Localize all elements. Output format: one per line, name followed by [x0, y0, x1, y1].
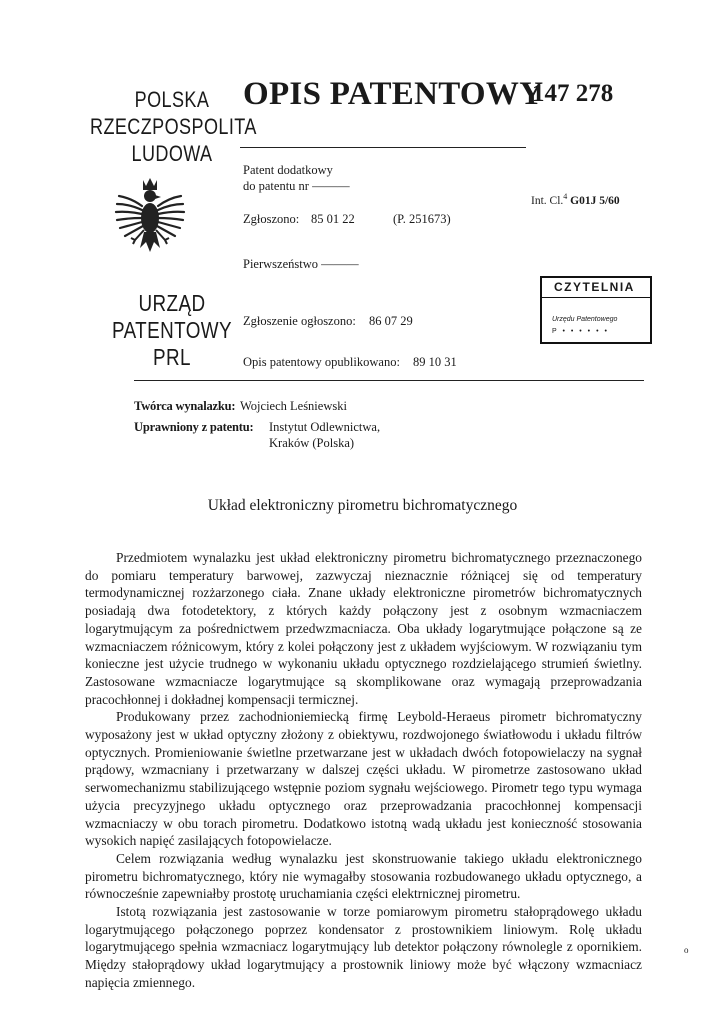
holder-label: Uprawniony z patentu: — [134, 420, 254, 434]
reading-room-stamp — [540, 276, 652, 344]
filing-label: Zgłoszono: — [243, 212, 300, 226]
priority-field: Pierwszeństwo ——— — [243, 257, 359, 271]
paragraph: Istotą rozwiązania jest zastosowanie w torze pomiarowym pirometru stałoprądowego układu logarytmującego połączonego poprzez kondensator z prostownikiem liniowym. Rolę układu logarytmującego spełnia wzmacniacz logarytmujący lub detektor połączony równolegle z opornikiem. Między stałoprądowy układ logarytmujący a prostownik liniowy może być włączony wzmacniacz napięcia zmiennego. — [85, 904, 642, 990]
holder-line-1: Instytut Odlewnictwa, — [269, 420, 381, 434]
stamp-divider — [542, 297, 650, 298]
announcement-label: Zgłoszenie ogłoszono: — [243, 314, 356, 328]
document-title: OPIS PATENTOWY — [243, 76, 544, 112]
int-cl-label: Int. Cl. — [531, 194, 564, 207]
paragraph: Przedmiotem wynalazku jest układ elektroniczny pirometru bichromatycznego przeznaczonego do pomiaru temperatury barwowej, zazwyczaj nieznacznie różniącej się od temperatury termodynamicznej rozżarzonego ciała. Znane układy elektroniczne pirometrów bichromatycznych posiadają dwa fotodetektory, z których każdy połączony jest z osobnym wzmacniaczem logarytmującym za pośrednictwem przedwzmacniacza. Oba układy logarytmujące połączone są ze wzmacniaczem różnicowym, który z kolei połączony jest z układem wyjściowym. W rozwiązaniu tym konieczne jest użycie trudnego w wykonaniu układu optycznego rozdzielającego strumień świetlny. Zastosowane wzmacniacze logarytmujące są skomplikowane oraz wymagają przeprowadzania pracochłonnej i dokładnej kompensacji termicznej. — [85, 550, 642, 707]
int-cl-code: G01J 5/60 — [570, 194, 620, 207]
inventor-name: Wojciech Leśniewski — [240, 399, 347, 413]
additional-patent-label: Patent dodatkowy — [243, 163, 333, 177]
corner-mark: o — [684, 945, 689, 955]
announcement-date: 86 07 29 — [369, 314, 413, 328]
patent-office-name — [90, 290, 254, 371]
publication-label: Opis patentowy opublikowano: — [243, 355, 400, 369]
country-line: POLSKA — [134, 87, 210, 112]
stamp-title: CZYTELNIA — [554, 280, 635, 294]
invention-subject: Układ elektroniczny pirometru bichromatycznego — [207, 497, 518, 514]
int-cl-edition: 4 — [563, 192, 568, 201]
title-divider — [240, 147, 526, 148]
publication-date: 89 10 31 — [413, 355, 457, 369]
int-classification — [531, 192, 620, 207]
filing-date: 85 01 22 — [311, 212, 355, 226]
eagle-emblem-icon — [113, 176, 187, 256]
description-body — [85, 549, 642, 992]
patent-number: 147 278 — [532, 80, 614, 107]
paragraph: Produkowany przez zachodnioniemiecką firmę Leybold-Heraeus pirometr bichromatyczny wyposażony jest w układ optyczny złożony z obiektywu, rozdwojonego światłowodu i układu filtrów optycznych. Promieniowanie świetlne przetwarzane jest w układach dwóch fotopowielaczy na sygnał prądowy, wzmacniany i przetwarzany w dalszej części układu. W pirometrze zastosowano układ serwomechanizmu stabilizującego wstępnie poziom sygnału wejściowego. Pirometr tego typu wymaga użycia precyzyjnego układu optycznego oraz przeprowadzania pracochłonnej kompensacji wzmacniaczy w obu torach pirometru. Dodatkowo istotną wadą układu jest konieczność stosowania wysokich napięć zasilających fotopowielacze. — [85, 709, 642, 849]
stamp-dots: P • • • • • • — [552, 328, 609, 335]
office-line: PATENTOWY — [111, 317, 233, 343]
country-line: LUDOWA — [131, 141, 213, 166]
office-line: PRL — [153, 344, 191, 370]
parties-divider — [134, 380, 644, 381]
inventor-label: Twórca wynalazku: — [134, 399, 236, 413]
country-line: RZECZPOSPOLITA — [90, 114, 257, 139]
stamp-subtitle: Urzędu Patentowego — [552, 316, 618, 323]
country-name — [90, 86, 257, 167]
paragraph: Celem rozwiązania według wynalazku jest skonstruowanie takiego układu elektronicznego pirometru bichromatycznego, który nie wymagałby stosowania rozbudowanego układu optycznego, a równocześnie zapewniałby prostotę uruchamiania części elektrnicznej pirometru. — [85, 850, 642, 902]
application-number: (P. 251673) — [393, 212, 451, 226]
parent-patent-field: do patentu nr ——— — [243, 179, 350, 193]
office-line: URZĄD — [138, 290, 206, 316]
holder-line-2: Kraków (Polska) — [269, 436, 355, 450]
